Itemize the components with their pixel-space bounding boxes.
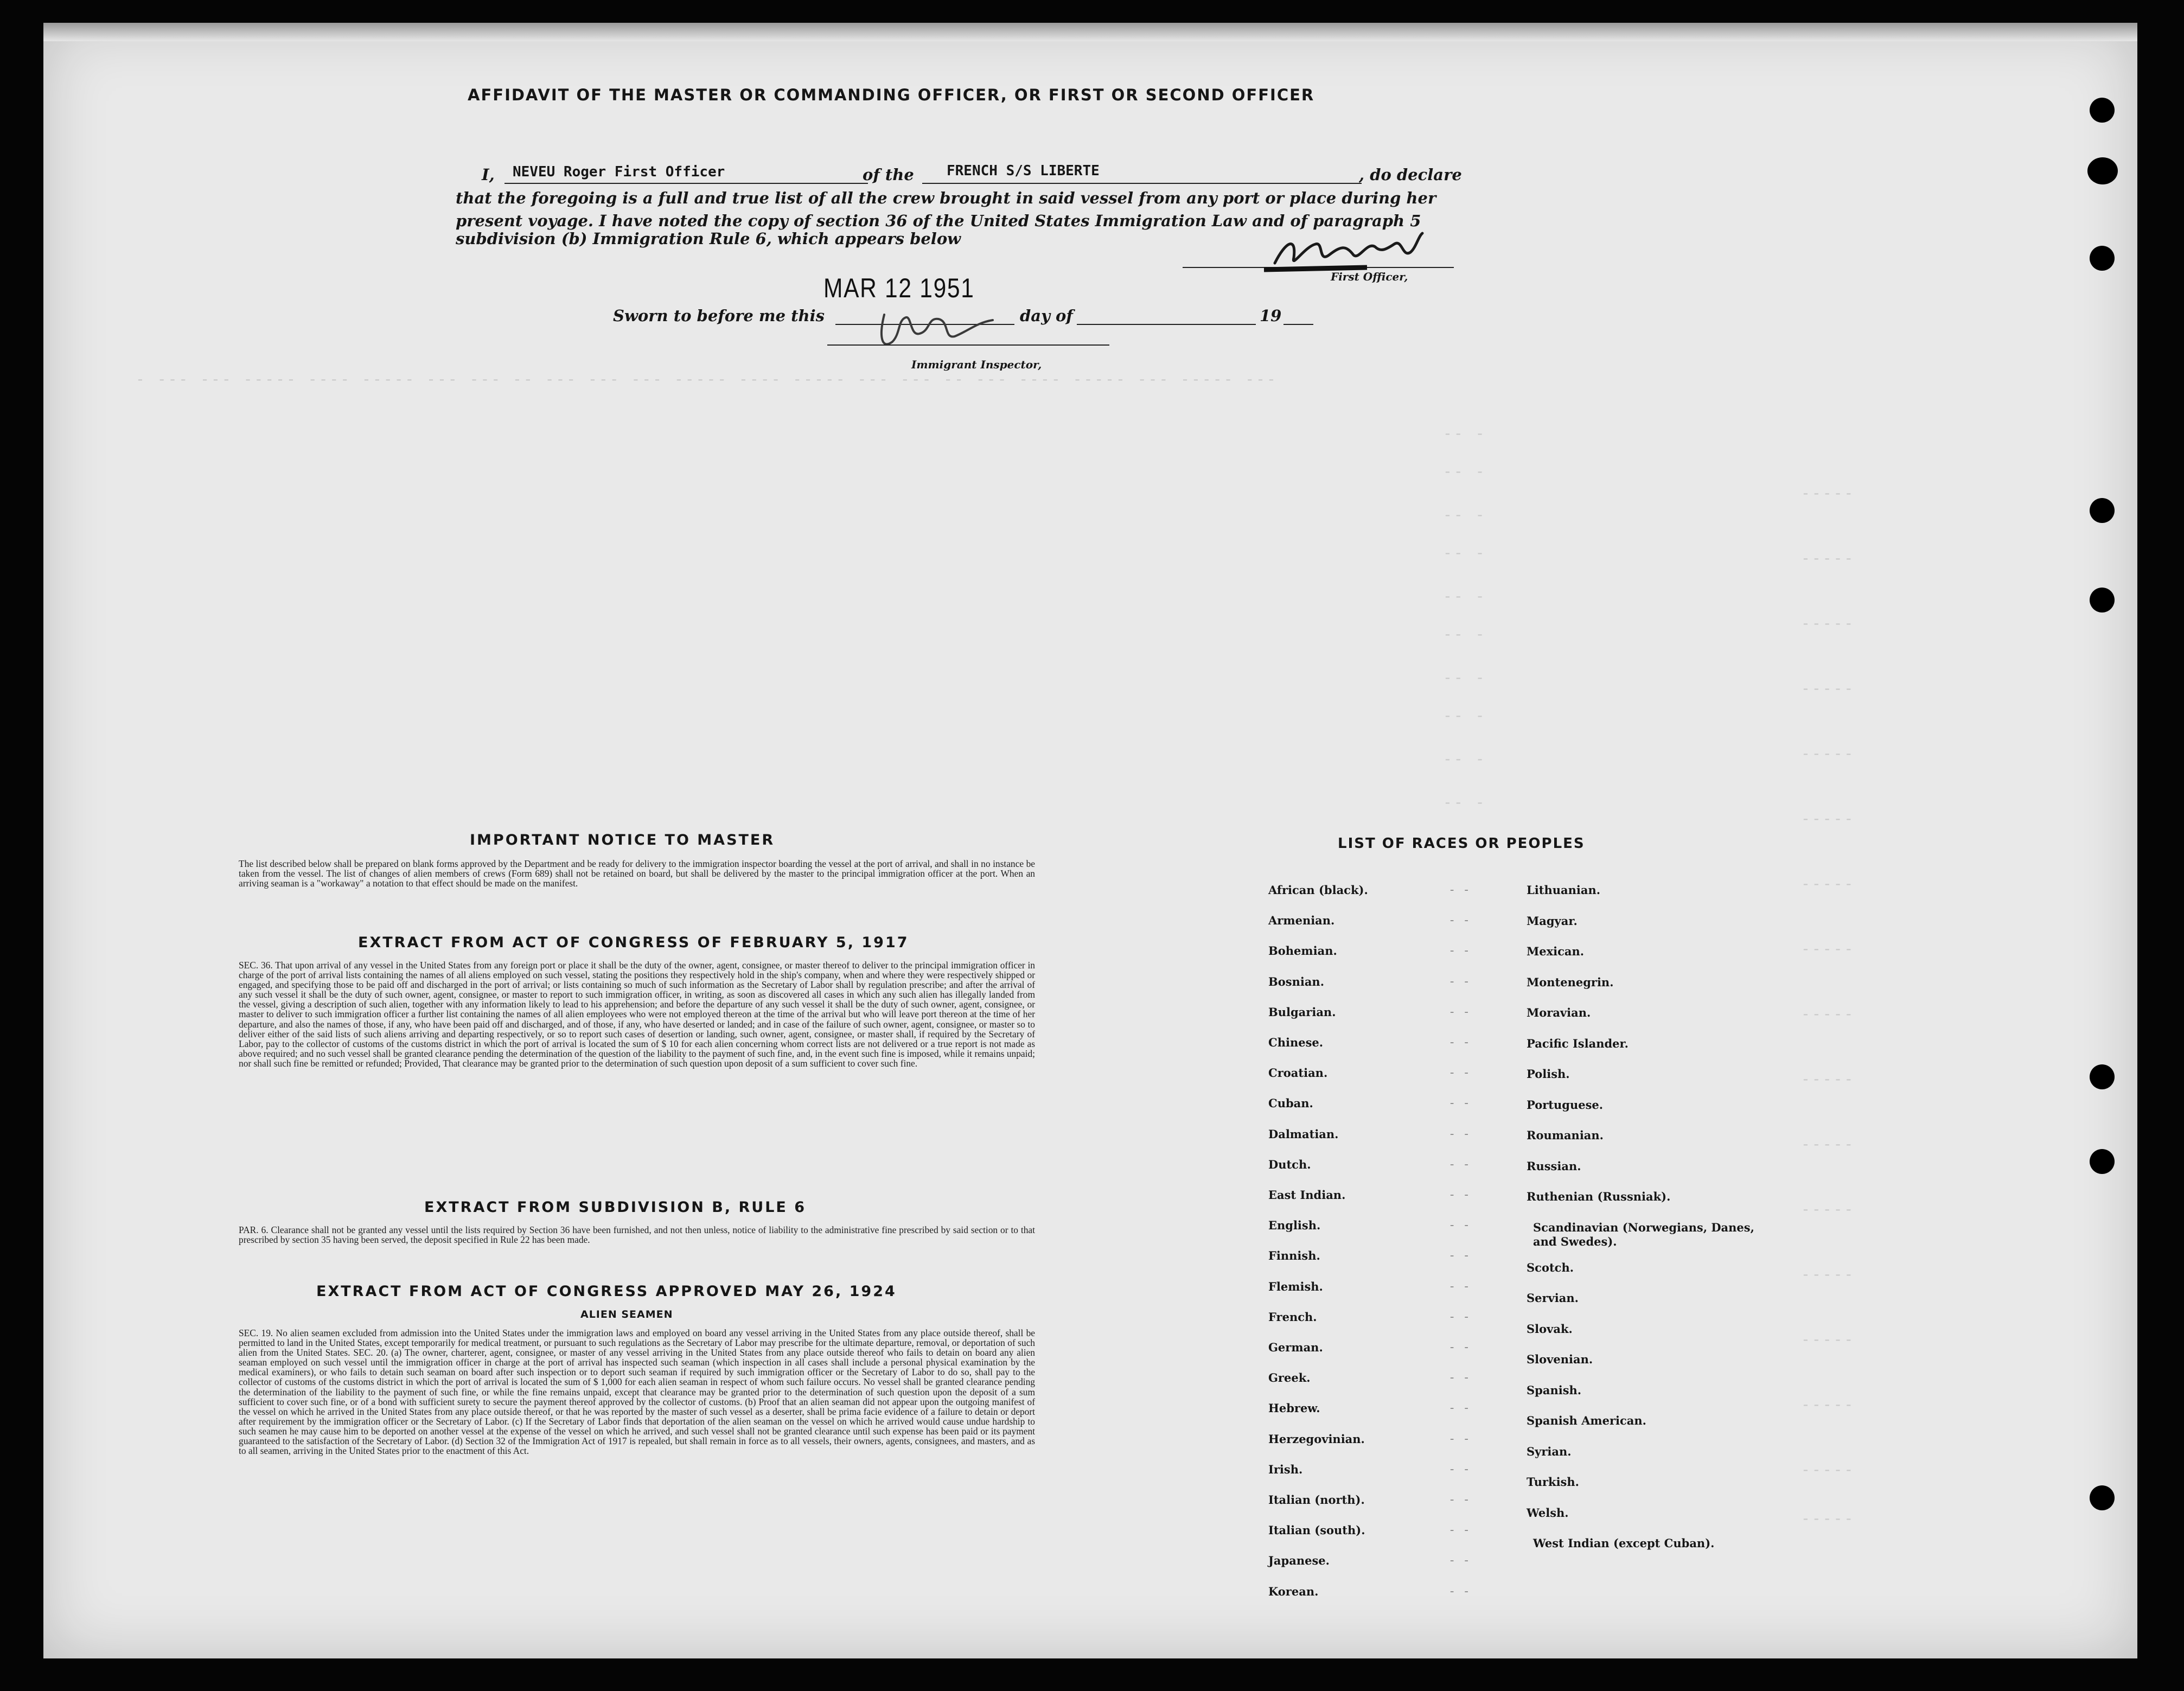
inspector-line: [827, 344, 1109, 346]
vessel-name: FRENCH S/S LIBERTE: [947, 163, 1100, 179]
notice-title: IMPORTANT NOTICE TO MASTER: [470, 832, 775, 848]
affidavit-line-2: that the foregoing is a full and true list of all the crew brought in said vessel from any port or place during her: [456, 189, 1436, 207]
race-item: Herzegovinian.: [1268, 1432, 1365, 1446]
declarant-name: NEVEU Roger First Officer: [513, 164, 725, 180]
race-item: French.: [1268, 1310, 1317, 1324]
extract-rule6-text: PAR. 6. Clearance shall not be granted any vessel until the lists required by Section 36 have been furnished, and not then unless, notice of liability to the administrative fine prescribed by said section or to that prescribed by section 35 having been served, the deposit specified in Rule 22 has been made.: [239, 1224, 1035, 1246]
race-item: Moravian.: [1527, 1006, 1591, 1019]
inspector-caption: Immigrant Inspector,: [911, 358, 1042, 371]
bleed-through-mark: -- -: [1443, 424, 1486, 442]
faint-dash: - -: [1448, 1523, 1470, 1537]
bleed-through-mark: -- -: [1443, 706, 1486, 724]
bleed-through-mark: -----: [1801, 484, 1855, 502]
bleed-through-mark: -----: [1801, 1070, 1855, 1088]
faint-dash: - -: [1448, 1066, 1470, 1080]
race-item: Roumanian.: [1527, 1128, 1604, 1142]
bleed-through-mark: -- -: [1443, 793, 1486, 811]
bleed-through-mark: -----: [1801, 744, 1855, 762]
race-item: Scandinavian (Norwegians, Danes, and Swedes).: [1533, 1220, 1754, 1248]
bleed-through-mark: -----: [1801, 1200, 1855, 1218]
races-title: LIST OF RACES OR PEOPLES: [1338, 835, 1585, 852]
race-item: Pacific Islander.: [1527, 1036, 1629, 1050]
faint-dash: - -: [1448, 1371, 1470, 1385]
faint-dash: - -: [1448, 1036, 1470, 1049]
faint-dash: - -: [1448, 1218, 1470, 1233]
race-item: Hebrew.: [1268, 1401, 1320, 1415]
punch-hole: [2090, 98, 2115, 123]
day-of-label: day of: [1020, 307, 1073, 325]
bleed-through-mark: -- -: [1443, 506, 1486, 524]
bleed-through-mark: -----: [1801, 1265, 1855, 1283]
race-item: West Indian (except Cuban).: [1533, 1536, 1715, 1550]
extract-rule6-title: EXTRACT FROM SUBDIVISION B, RULE 6: [424, 1199, 807, 1216]
bleed-through-mark: -----: [1801, 1395, 1855, 1413]
bleed-through-mark: -----: [1801, 1135, 1855, 1153]
bleed-through-mark: -- -: [1443, 544, 1486, 561]
race-item: Mexican.: [1527, 945, 1585, 958]
sworn-text: Sworn to before me this: [613, 307, 825, 325]
faint-dash: - -: [1448, 974, 1470, 988]
notice-text: The list described below shall be prepared on blank forms approved by the Department and be ready for delivery to the immigration inspector boarding the vessel at the port of arrival, and shall in no instance be taken from the vessel. The list of changes of alien members of crews (Form 689) shall not be retained on board, but shall be delivered by the master to the principal immigration officer at the port. When an arriving seaman is a "workaway" a notation to that effect should be made on the manifest.: [239, 858, 1035, 889]
faint-dash: - -: [1448, 1096, 1470, 1111]
faint-dash: - -: [1448, 1005, 1470, 1019]
punch-hole: [2090, 498, 2115, 523]
year-label: 19: [1260, 307, 1282, 325]
vessel-underline: [922, 183, 1362, 184]
race-item: Japanese.: [1268, 1554, 1330, 1568]
faint-dash: - -: [1448, 914, 1470, 928]
faint-dash: - -: [1448, 1310, 1470, 1324]
bleed-through-mark: -----: [1801, 1509, 1855, 1527]
race-item: Spanish American.: [1527, 1414, 1646, 1427]
race-item: Ruthenian (Russniak).: [1527, 1190, 1671, 1203]
faint-dash: - -: [1448, 1432, 1470, 1446]
race-item: East Indian.: [1268, 1188, 1346, 1202]
bleed-through-mark: -----: [1801, 1460, 1855, 1478]
punch-hole: [2090, 246, 2115, 271]
race-item: Finnish.: [1268, 1249, 1320, 1263]
bleed-through-mark: -----: [1801, 679, 1855, 697]
year-line: [1283, 324, 1313, 325]
bleed-through-mark: -----: [1801, 809, 1855, 827]
faint-dash: - -: [1448, 1401, 1470, 1415]
faint-dash: - -: [1448, 1249, 1470, 1263]
extract-1917-title: EXTRACT FROM ACT OF CONGRESS OF FEBRUARY 5, 1917: [358, 934, 909, 951]
declarant-underline: [505, 183, 868, 184]
bleed-through-mark: -- -: [1443, 462, 1486, 480]
race-item: Slovak.: [1527, 1322, 1573, 1336]
race-item: Bosnian.: [1268, 974, 1325, 988]
affidavit-declarant-prefix: I,: [482, 165, 495, 184]
race-item: Dalmatian.: [1268, 1127, 1339, 1141]
race-item: German.: [1268, 1341, 1323, 1354]
punch-hole: [2090, 588, 2115, 612]
punch-hole: [2090, 1149, 2115, 1174]
bleed-through-mark: -- -: [1443, 668, 1486, 686]
faint-dash: - -: [1448, 1554, 1470, 1568]
faint-dash: - -: [1448, 1127, 1470, 1141]
bleed-through-mark: -- -: [1443, 625, 1486, 643]
extract-1917-text: SEC. 36. That upon arrival of any vessel in the United States from any foreign port or place it shall be the duty of the owner, agent, consignee, or master thereof to deliver to the principal immigration officer in charge of the port of arrival lists containing the names of all aliens employed on such vessel, stating the positions they respectively hold in the ship's company, when and where they were respectively shipped or engaged, and specifying those to be paid off and discharged in the port of arrival; or lists containing so much of such information as the Secretary of Labor shall by regulation prescribe; and after the arrival of any such vessel it shall be the duty of such owner, agent, consignee, or master to report to such immigration officer, in writing, as soon as discovered all cases in which any such alien has illegally landed from the vessel, giving a description of such alien, together with any information likely to lead to his apprehension; and before the departure of any such vessel it shall be the duty of such owner, agent, consignee, or master to deliver to such immigration officer a further list containing the names of all alien employees who were not employed thereon at the time of the arrival but who will leave port thereon at the time of her departure, and also the names of those, if any, who have been paid off and discharged, and of those, if any, who have deserted or landed; and in case of the failure of such owner, agent, consignee, or master so to deliver either of the said lists of such aliens arriving and departing respectively, or so to report such cases of desertion or landing, such owner, agent, consignee, or master shall, if required by the Secretary of Labor, pay to the collector of customs of the customs district in which the port of arrival is located the sum of $ 10 for each alien concerning whom correct lists are not delivered or a true report is not made as above required; and no such vessel shall be granted clearance pending the determination of the question of the liability to the payment of such fine, and, in the event such fine is imposed, while it remains unpaid; nor shall such fine be remitted or refunded; Provided, That clearance may be granted prior to the determination of such question upon deposit of a sum sufficient to cover such fine.: [239, 960, 1035, 1069]
race-item: Bulgarian.: [1268, 1005, 1336, 1019]
race-item: Korean.: [1268, 1584, 1319, 1598]
bleed-through-row: - --- --- ----- ---- ----- --- --- -- --- --- --- ----- ---- ----- --- --- -- --- ---- ----- --- ----- ---: [136, 370, 1278, 388]
race-item: African (black).: [1268, 883, 1368, 897]
bleed-through-mark: -----: [1801, 614, 1855, 632]
extract-1924-text: SEC. 19. No alien seamen excluded from admission into the United States under the immigration laws and employed on board any vessel arriving in the United States from any place outside thereof, shall be permitted to land in the United States, except temporarily for medical treatment, or pursuant to such regulations as the Secretary of Labor may prescribe for the ultimate departure, removal, or deportation of such alien from the United States. SEC. 20. (a) The owner, charterer, agent, consignee, or master of any vessel arriving in the United States from any place outside thereof who fails to detain on board any alien seaman employed on such vessel until the immigration officer in charge at the port of arrival has inspected such seaman (which inspection in all cases shall include a personal physical examination by the medical examiners), or who fails to detain such seaman on board after such inspection or to deport such seaman if required by such immigration officer or the Secretary of Labor to do so, shall pay to the collector of customs of the customs district in which the port of arrival is located the sum of $ 1,000 for each alien seaman in respect of whom such failure occurs. No vessel shall be granted clearance pending the determination of the liability to the payment of such fine, or while the fine remains unpaid, except that clearance may be granted prior to the determination of such question upon the deposit of a sum sufficient to cover such fine, or of a bond with sufficient surety to secure the payment thereof approved by the collector of customs. (b) Proof that an alien seaman did not appear upon the outgoing manifest of the vessel on which he arrived in the United States from any place outside thereof, or that he was reported by the master of such vessel as a deserter, shall be prima facie evidence of a failure to detain or deport after requirement by the immigration officer or the Secretary of Labor. (c) If the Secretary of Labor finds that deportation of the alien seaman on the vessel on which he arrived would cause undue hardship to such seamen he may cause him to be deported on another vessel at the expense of the vessel on which he arrived, and such vessel shall not be granted clearance until such expense has been paid or its payment guaranteed to the satisfaction of the Secretary of Labor. (d) Section 32 of the Immigration Act of 1917 is repealed, but shall remain in force as to all vessels, their owners, agents, consignees, and masters, and as to all seamen, arriving in the United States prior to the enactment of this Act.: [239, 1328, 1035, 1457]
race-item: Welsh.: [1527, 1505, 1569, 1520]
bleed-through-mark: -----: [1801, 940, 1855, 958]
month-line: [1077, 324, 1256, 325]
faint-dash: - -: [1448, 1462, 1470, 1476]
race-item: Polish.: [1527, 1067, 1570, 1081]
page-top-edge: [43, 23, 2137, 41]
faint-dash: - -: [1448, 1341, 1470, 1354]
affidavit-line-4: subdivision (b) Immigration Rule 6, which appears below: [456, 229, 961, 248]
race-item: Portuguese.: [1527, 1097, 1604, 1112]
punch-hole: [2090, 1064, 2115, 1089]
race-item: English.: [1268, 1218, 1321, 1233]
affidavit-line-3: present voyage. I have noted the copy of section 36 of the United States Immigration Law and of paragraph 5: [456, 212, 1421, 230]
race-item: Croatian.: [1268, 1066, 1328, 1080]
race-item: Italian (north).: [1268, 1493, 1365, 1507]
race-item: Cuban.: [1268, 1096, 1313, 1111]
punch-hole: [2090, 1485, 2115, 1510]
do-declare-text: , do declare: [1359, 165, 1462, 184]
affidavit-title: AFFIDAVIT OF THE MASTER OR COMMANDING OFFICER, OR FIRST OR SECOND OFFICER: [468, 86, 1315, 104]
race-item: Servian.: [1527, 1291, 1579, 1305]
race-item: Dutch.: [1268, 1157, 1311, 1171]
bleed-through-mark: -- -: [1443, 750, 1486, 768]
extract-1924-title: EXTRACT FROM ACT OF CONGRESS APPROVED MAY 26, 1924: [316, 1283, 897, 1300]
inspector-signature: [868, 304, 1020, 358]
faint-dash: - -: [1448, 1279, 1470, 1293]
race-item: Chinese.: [1268, 1036, 1324, 1049]
race-item: Spanish.: [1527, 1383, 1582, 1397]
extract-1924-subtitle: ALIEN SEAMEN: [580, 1309, 673, 1320]
bleed-through-mark: -----: [1801, 1005, 1855, 1023]
bleed-through-mark: -- -: [1443, 587, 1486, 605]
faint-dash: - -: [1448, 1584, 1470, 1598]
bleed-through-mark: -----: [1801, 549, 1855, 567]
faint-dash: - -: [1448, 883, 1470, 897]
race-item: Montenegrin.: [1527, 975, 1614, 989]
race-item: Greek.: [1268, 1371, 1311, 1385]
bleed-through-mark: -----: [1801, 1330, 1855, 1348]
faint-dash: - -: [1448, 944, 1470, 958]
race-item: Turkish.: [1527, 1475, 1579, 1489]
race-item: Russian.: [1527, 1159, 1581, 1173]
race-item: Bohemian.: [1268, 944, 1337, 958]
race-item: Lithuanian.: [1527, 883, 1601, 897]
officer-caption: First Officer,: [1331, 270, 1408, 283]
bleed-through-mark: -----: [1801, 875, 1855, 892]
faint-dash: - -: [1448, 1493, 1470, 1507]
of-the-label: of the: [863, 165, 914, 184]
race-item: Armenian.: [1268, 914, 1335, 928]
race-item: Scotch.: [1527, 1260, 1574, 1274]
faint-dash: - -: [1448, 1188, 1470, 1202]
race-item: Irish.: [1268, 1462, 1303, 1476]
date-stamp: MAR 12 1951: [823, 273, 975, 303]
race-item: Slovenian.: [1527, 1352, 1593, 1366]
race-item: Magyar.: [1527, 914, 1578, 928]
punch-hole: [2087, 157, 2118, 184]
race-item: Flemish.: [1268, 1279, 1323, 1293]
faint-dash: - -: [1448, 1157, 1470, 1171]
race-item: Italian (south).: [1268, 1523, 1365, 1537]
race-item: Syrian.: [1527, 1444, 1572, 1458]
